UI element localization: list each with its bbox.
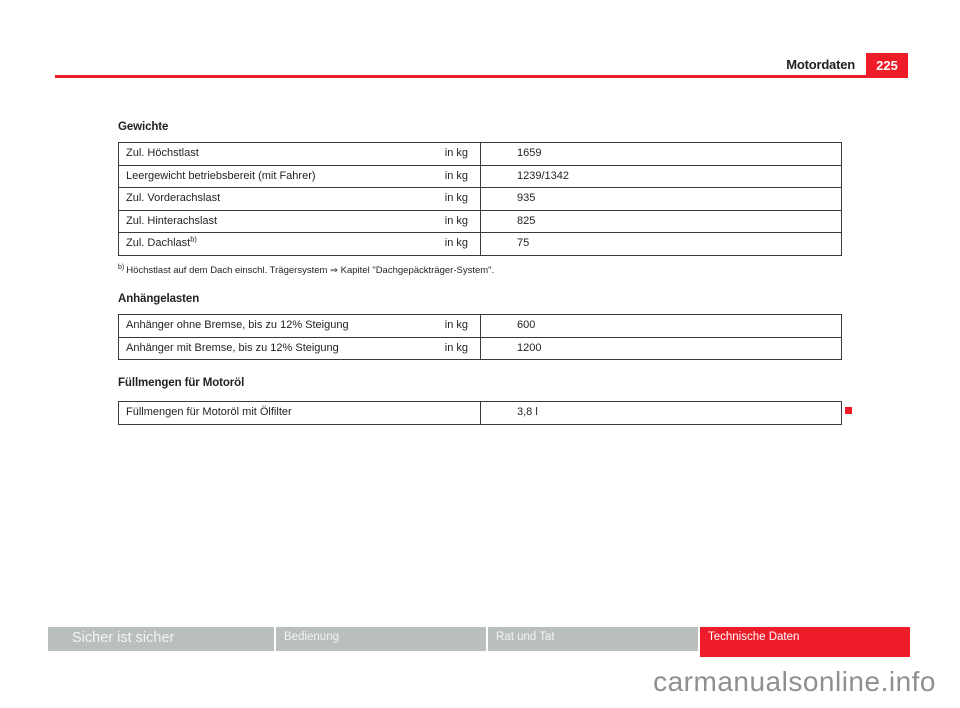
row-label: Zul. Hinterachslast [126, 214, 218, 227]
row-unit: in kg [444, 192, 468, 204]
anhaengelasten-table [118, 314, 842, 360]
row-unit: in kg [444, 147, 468, 159]
row-unit: in kg [444, 319, 468, 331]
row-unit: in kg [444, 341, 468, 354]
footer-tab-label: Technische Daten [708, 631, 800, 643]
watermark: carmanualsonline.info [653, 666, 936, 697]
footnote [118, 264, 494, 276]
row-value: 600 [480, 315, 841, 337]
row-unit: in kg [444, 237, 468, 249]
footer-tab-bedienung[interactable] [276, 627, 486, 651]
footnote-ref: b) [190, 234, 197, 244]
table-row [119, 232, 841, 255]
row-label: Leergewicht betriebsbereit (mit Fahrer) [126, 169, 316, 182]
footnote-marker: b) [118, 264, 125, 271]
section-heading-fuellmengen: Füllmengen für Motoröl [118, 377, 245, 389]
row-value: 3,8 l [480, 402, 841, 424]
table-row [119, 165, 841, 188]
page-number-badge [866, 53, 908, 77]
row-unit: in kg [444, 214, 468, 227]
footer-tab-technische-daten[interactable] [700, 627, 910, 657]
table-row [119, 402, 841, 424]
row-label: Zul. Vorderachslast [126, 192, 221, 204]
section-heading-gewichte: Gewichte [118, 121, 169, 133]
page-number: 225 [876, 57, 898, 73]
row-label: Zul. Höchstlast [126, 147, 199, 159]
footer-tab-label: Sicher ist sicher [72, 630, 175, 646]
fuellmengen-table [118, 401, 842, 425]
gewichte-table [118, 142, 842, 256]
row-label: Anhänger ohne Bremse, bis zu 12% Steigung [126, 319, 349, 331]
row-value: 935 [480, 188, 841, 210]
row-value: 825 [480, 211, 841, 233]
header-rule [55, 75, 908, 78]
header-section-title: Motordaten [786, 57, 855, 72]
row-value: 1239/1342 [480, 166, 841, 188]
row-label: Füllmengen für Motoröl mit Ölfilter [126, 406, 292, 418]
table-row [119, 143, 841, 165]
table-row [119, 337, 841, 360]
row-value: 1659 [480, 143, 841, 165]
row-value: 1200 [480, 338, 841, 360]
footer-tab-sicher-ist-sicher[interactable] [48, 627, 274, 651]
table-row [119, 187, 841, 210]
footer-tab-rat-und-tat[interactable] [488, 627, 698, 651]
footer-tab-label: Rat und Tat [496, 631, 555, 643]
footer-tab-label: Bedienung [284, 631, 339, 643]
row-label: Zul. Dachlast$^{b)}$ [126, 234, 197, 249]
table-row [119, 210, 841, 233]
table-row [119, 315, 841, 337]
footnote-text: Höchstlast auf dem Dach einschl. Trägersystem ⇒ Kapitel "Dachgepäckträger-System". [126, 265, 495, 277]
footer-nav [48, 627, 910, 657]
section-heading-anhaengelasten: Anhängelasten [118, 293, 200, 305]
section-end-marker [845, 407, 852, 414]
row-unit: in kg [444, 169, 468, 182]
row-value: 75 [480, 233, 841, 255]
row-label: Anhänger mit Bremse, bis zu 12% Steigung [126, 341, 339, 354]
